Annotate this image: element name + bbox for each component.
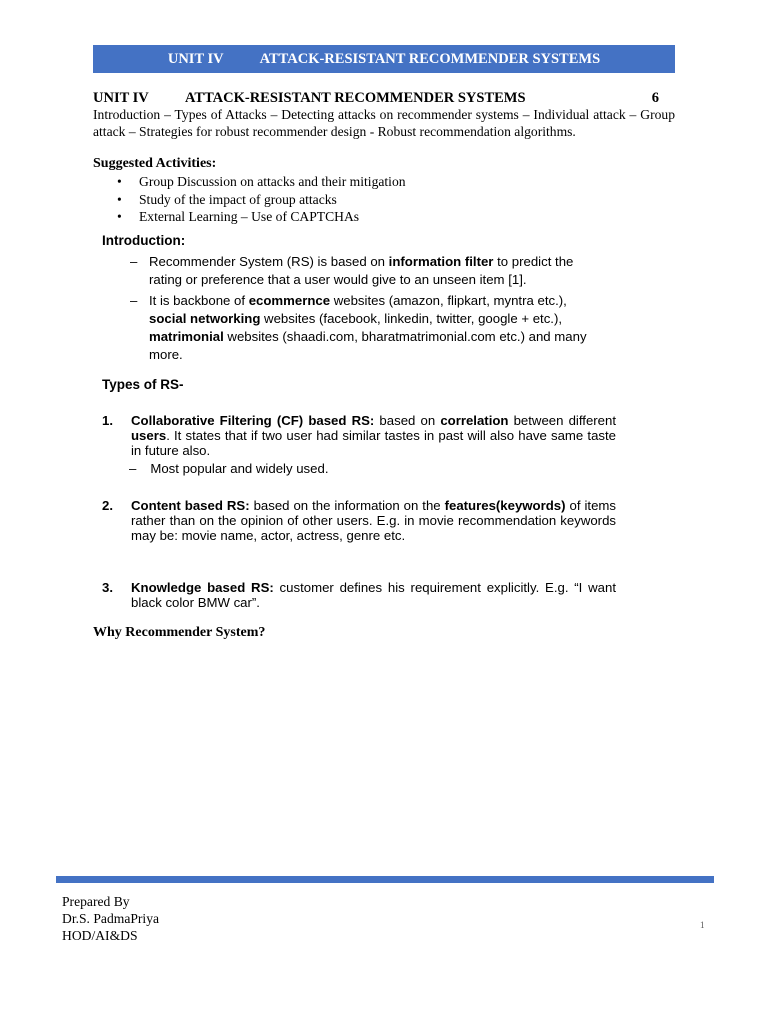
type-item-cf (102, 413, 616, 458)
unit-label: UNIT IV (93, 90, 149, 106)
why-title: Why Recommender System? (93, 625, 266, 640)
header-bar (93, 45, 675, 73)
type-item-content (102, 498, 616, 543)
dash-marker: – (129, 461, 137, 476)
activities-list (93, 173, 406, 226)
dash-marker: – (130, 254, 138, 269)
footer-line: HOD/AI&DS (62, 928, 138, 943)
footer-bar (56, 876, 714, 883)
page-number: 1 (700, 920, 705, 930)
dash-marker: – (130, 293, 138, 308)
footer-author (62, 893, 159, 944)
intro-item-1 (130, 253, 602, 289)
footer-line: Prepared By (62, 894, 130, 909)
item-number: 2. (102, 498, 113, 513)
introduction-title: Introduction: (102, 233, 186, 248)
list-item: • External Learning – Use of CAPTCHAs (93, 208, 406, 226)
unit-heading (93, 90, 659, 107)
unit-title: ATTACK-RESISTANT RECOMMENDER SYSTEMS (185, 90, 526, 106)
type-item-knowledge (102, 580, 616, 610)
header-title: ATTACK-RESISTANT RECOMMENDER SYSTEMS (259, 50, 601, 67)
type-item-knowledge-text: Knowledge based RS: customer defines his requirement explicitly. E.g. “I want black color BMW car”. (131, 580, 616, 610)
syllabus-text: Introduction – Types of Attacks – Detecting attacks on recommender systems – Individual attack – Group attack – Strategies for robust recommender design - Robust recommendation algorithms. (93, 107, 675, 139)
intro-item-1-text: Recommender System (RS) is based on information filter to predict the rating or preference that a user would give to an unseen item [1]. (149, 254, 574, 287)
cf-sub-item-text: Most popular and widely used. (150, 461, 329, 476)
types-title: Types of RS- (102, 377, 184, 392)
footer-line: Dr.S. PadmaPriya (62, 911, 160, 926)
unit-hours: 6 (651, 90, 659, 106)
header-unit: UNIT IV (167, 50, 224, 67)
list-item: • Group Discussion on attacks and their mitigation (93, 173, 406, 191)
type-item-content-text: Content based RS: based on the information on the features(keywords) of items rather than on the opinion of other users. E.g. in movie recommendation keywords may be: movie name, actor, actress, genre etc. (131, 498, 616, 543)
item-number: 1. (102, 413, 113, 428)
intro-item-2-text: It is backbone of ecommernce websites (amazon, flipkart, myntra etc.), social networking websites (facebook, linkedin, twitter, google + etc.), matrimonial websites (shaadi.com, bharatmatrimonial.com etc.) and many more. (149, 293, 587, 362)
cf-sub-item (129, 461, 328, 476)
type-item-cf-text: Collaborative Filtering (CF) based RS: based on correlation between different users. It states that if two user had similar tastes in past will also have same taste in future also. (131, 413, 617, 458)
intro-item-2 (130, 292, 602, 364)
activities-title: Suggested Activities: (93, 156, 217, 171)
list-item: • Study of the impact of group attacks (93, 191, 406, 209)
item-number: 3. (102, 580, 113, 595)
